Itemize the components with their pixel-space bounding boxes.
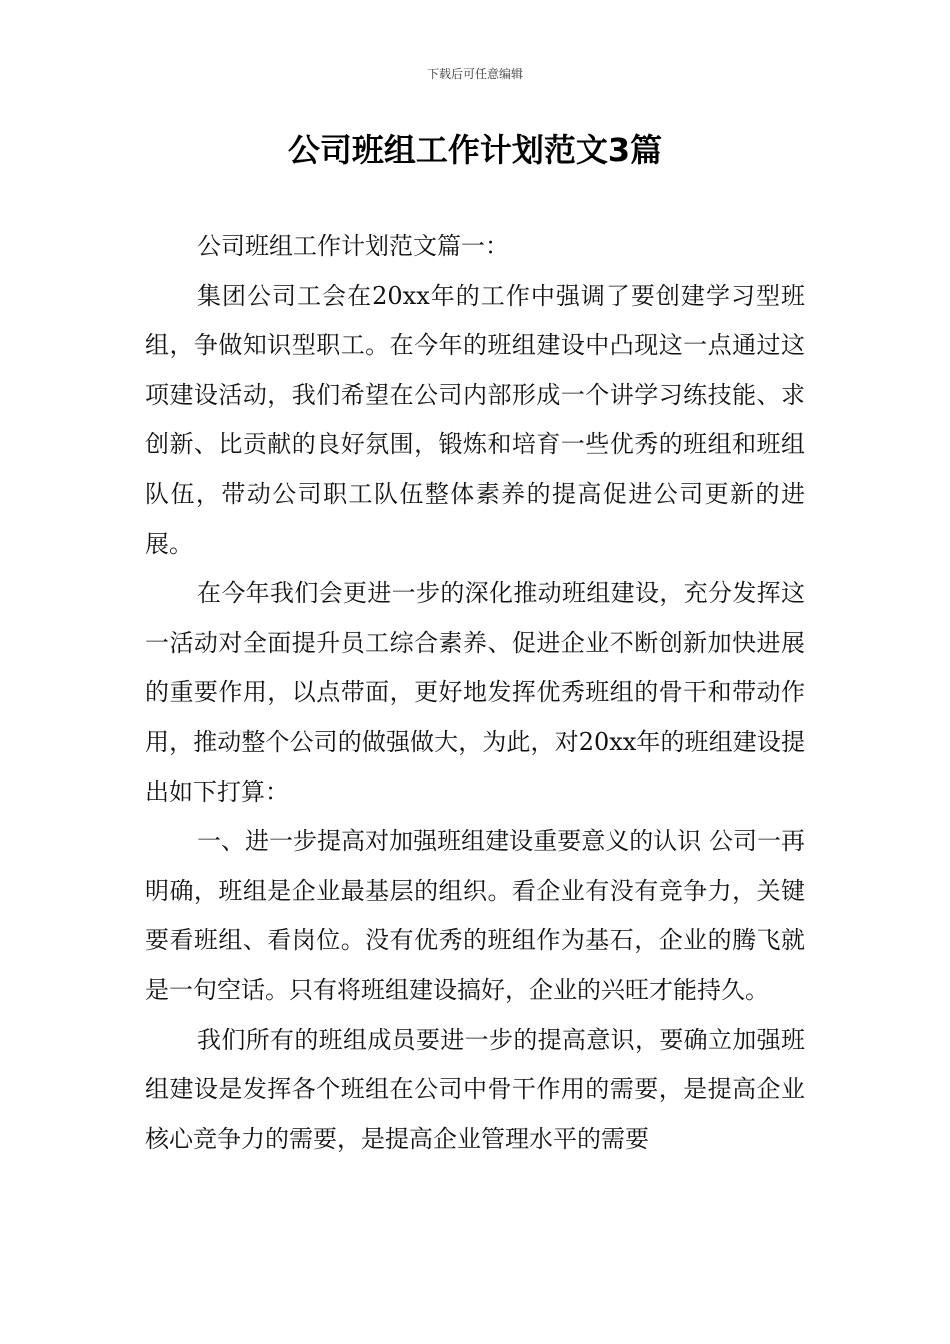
document-title: 公司班组工作计划范文3篇 [287, 131, 663, 169]
paragraph: 我们所有的班组成员要进一步的提高意识，要确立加强班组建设是发挥各个班组在公司中骨干作用的需要，是提高企业核心竞争力的需要，是提高企业管理水平的需要 [145, 1025, 805, 1153]
paragraph: 在今年我们会更进一步的深化推动班组建设，充分发挥这一活动对全面提升员工综合素养、促进企业不断创新加快进展的重要作用，以点带面，更好地发挥优秀班组的骨干和带动作用，推动整个公司的做强做大，为此，对20xx年的班组建设提出如下打算： [145, 579, 805, 806]
paragraph: 集团公司工会在20xx年的工作中强调了要创建学习型班组，争做知识型职工。在今年的班组建设中凸现这一点通过这项建设活动，我们希望在公司内部形成一个讲学习练技能、求创新、比贡献的良好氛围，锻炼和培育一些优秀的班组和班组队伍，带动公司职工队伍整体素养的提高促进公司更新的进展。 [145, 281, 805, 558]
document-body [145, 222, 805, 1164]
header-note: 下载后可任意编辑 [426, 67, 523, 81]
paragraph-section-heading: 公司班组工作计划范文篇一： [197, 232, 509, 260]
paragraph: 一、进一步提高对加强班组建设重要意义的认识 公司一再明确，班组是企业最基层的组织。看企业有没有竞争力，关键要看班组、看岗位。没有优秀的班组作为基石，企业的腾飞就是一句空话。只有将班组建设搞好，企业的兴旺才能持久。 [145, 827, 805, 1004]
